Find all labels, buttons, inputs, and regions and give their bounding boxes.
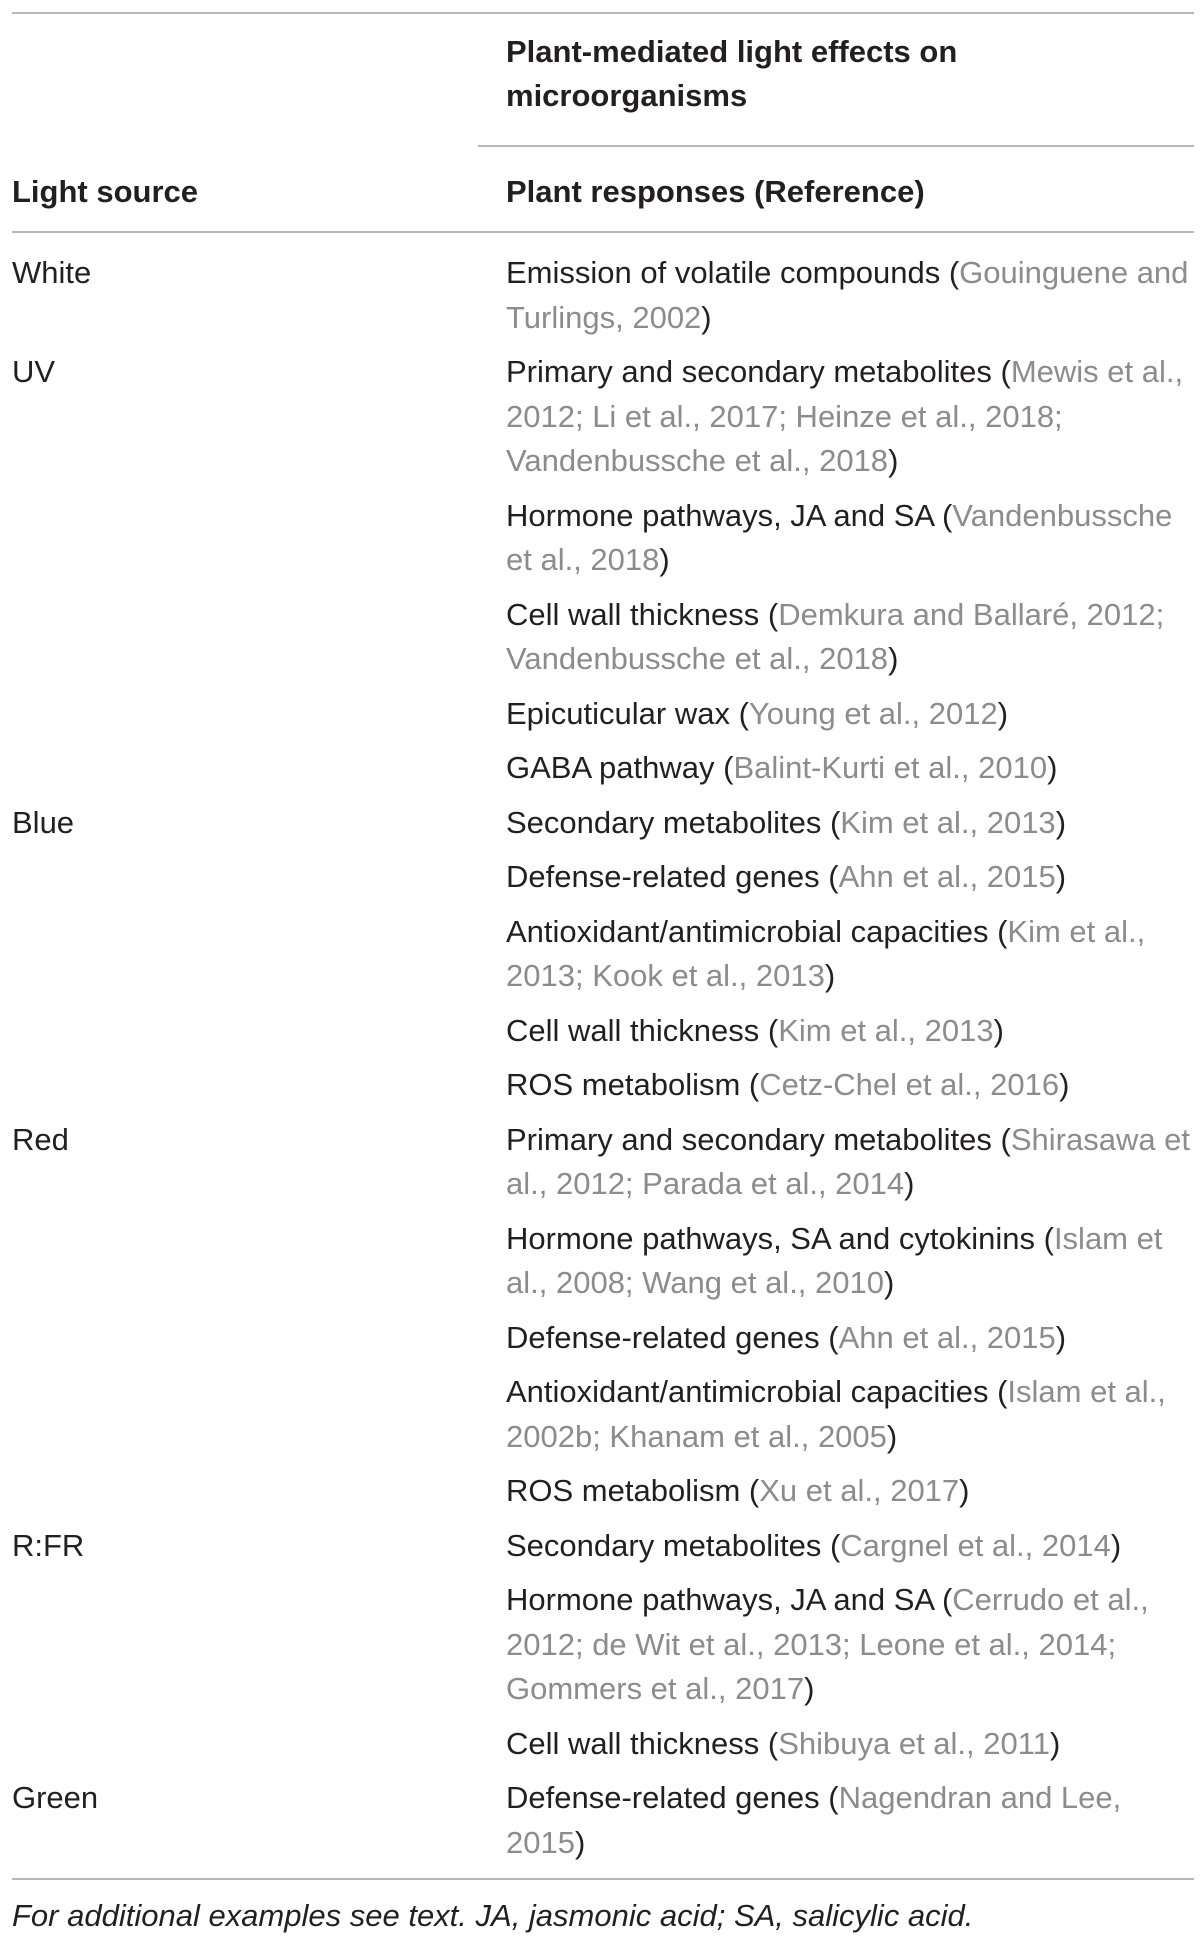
- response-close-paren: ): [904, 1166, 915, 1201]
- reference-link[interactable]: Mewis et al., 2012; Li et al., 2017; Heinze et al., 2018; Vandenbussche et al., 2018: [506, 354, 1184, 478]
- reference-link[interactable]: Balint-Kurti et al., 2010: [733, 750, 1048, 785]
- reference-link[interactable]: Kim et al., 2013: [840, 804, 1056, 840]
- plant-responses-cell: [506, 251, 1196, 340]
- plant-response: [506, 1370, 1196, 1459]
- reference-link[interactable]: Shibuya et al., 2011: [778, 1725, 1050, 1761]
- reference-link[interactable]: Kim et al., 2013; Kook et al., 2013: [506, 913, 1146, 993]
- response-text: Secondary metabolites (: [506, 804, 841, 840]
- plant-response: [506, 494, 1196, 583]
- plant-response: [506, 1009, 1196, 1054]
- response-text: Emission of volatile compounds (: [506, 255, 960, 290]
- response-close-paren: ): [824, 958, 836, 993]
- response-text: Primary and secondary metabolites (: [506, 354, 1011, 389]
- light-source-cell: White: [12, 255, 92, 290]
- column-header-plant-responses: Plant responses (Reference): [506, 174, 925, 209]
- plant-response: [506, 1524, 1196, 1569]
- plant-response: [506, 801, 1196, 846]
- response-text: Cell wall thickness (: [506, 1012, 779, 1048]
- response-close-paren: ): [884, 1265, 895, 1300]
- plant-response: [506, 350, 1196, 484]
- reference-link[interactable]: Xu et al., 2017: [759, 1473, 960, 1508]
- response-text: Hormone pathways, JA and SA (: [506, 497, 953, 533]
- plant-response: [506, 692, 1196, 737]
- header-rule: [12, 231, 1194, 233]
- response-text: Secondary metabolites (: [506, 1527, 841, 1563]
- plant-response: [506, 1469, 1196, 1514]
- response-close-paren: ): [888, 641, 899, 676]
- response-close-paren: ): [804, 1671, 815, 1706]
- response-text: Cell wall thickness (: [506, 1725, 779, 1761]
- reference-link[interactable]: Gouinguene and Turlings, 2002: [506, 255, 1189, 335]
- response-close-paren: ): [1047, 750, 1058, 785]
- plant-response: [506, 910, 1196, 999]
- response-text: GABA pathway (: [506, 750, 734, 785]
- plant-response: [506, 1776, 1196, 1865]
- reference-link[interactable]: Young et al., 2012: [748, 695, 998, 731]
- reference-link[interactable]: Ahn et al., 2015: [838, 859, 1056, 894]
- table-footnote: For additional examples see text. JA, jasmonic acid; SA, salicylic acid.: [12, 1898, 974, 1933]
- reference-link[interactable]: Cerrudo et al., 2012; de Wit et al., 2013; Leone et al., 2014; Gommers et al., 2017: [506, 1582, 1149, 1706]
- response-text: Primary and secondary metabolites (: [506, 1121, 1011, 1157]
- response-text: Hormone pathways, SA and cytokinins (: [506, 1220, 1054, 1256]
- reference-link[interactable]: Islam et al., 2008; Wang et al., 2010: [506, 1220, 1163, 1300]
- column-header-light-source: Light source: [12, 174, 199, 209]
- response-close-paren: ): [1110, 1527, 1122, 1563]
- response-text: Defense-related genes (: [506, 1319, 839, 1355]
- reference-link[interactable]: Nagendran and Lee, 2015: [506, 1780, 1122, 1860]
- table-row-group: [0, 1776, 1200, 1865]
- plant-responses-cell: [506, 1524, 1196, 1767]
- group-header-rule: [478, 145, 1194, 147]
- plant-response: [506, 1217, 1196, 1306]
- response-close-paren: ): [1055, 859, 1067, 894]
- response-text: Hormone pathways, JA and SA (: [506, 1582, 953, 1617]
- response-text: Epicuticular wax (: [506, 695, 749, 731]
- bottom-rule: [12, 1878, 1194, 1880]
- top-rule: [12, 12, 1194, 14]
- response-close-paren: ): [886, 1418, 898, 1454]
- response-text: Defense-related genes (: [506, 859, 839, 894]
- plant-responses-cell: [506, 1118, 1196, 1514]
- table-body: [0, 251, 1200, 1875]
- light-source-cell: Red: [12, 1121, 69, 1157]
- response-text: Antioxidant/antimicrobial capacities (: [506, 1374, 1008, 1409]
- plant-response: [506, 746, 1196, 791]
- plant-responses-cell: [506, 1776, 1196, 1865]
- response-close-paren: ): [993, 1012, 1004, 1048]
- response-close-paren: ): [1055, 1319, 1067, 1355]
- response-text: Antioxidant/antimicrobial capacities (: [506, 913, 1008, 949]
- table-row-group: [0, 1118, 1200, 1514]
- plant-response: [506, 1722, 1196, 1767]
- response-text: ROS metabolism (: [506, 1067, 760, 1102]
- response-close-paren: ): [1049, 1725, 1061, 1761]
- response-close-paren: ): [701, 299, 712, 335]
- light-source-cell: UV: [12, 354, 56, 389]
- response-close-paren: ): [959, 1473, 970, 1508]
- response-text: Defense-related genes (: [506, 1780, 839, 1815]
- table-row-group: [0, 801, 1200, 1108]
- plant-response: [506, 1578, 1196, 1712]
- table-row-group: [0, 251, 1200, 340]
- light-source-cell: Blue: [12, 804, 75, 840]
- reference-link[interactable]: Shirasawa et al., 2012; Parada et al., 2014: [506, 1121, 1191, 1201]
- plant-response: [506, 593, 1196, 682]
- reference-link[interactable]: Cetz-Chel et al., 2016: [759, 1067, 1060, 1102]
- plant-response: [506, 1118, 1196, 1207]
- reference-link[interactable]: Cargnel et al., 2014: [840, 1527, 1111, 1563]
- response-close-paren: ): [1059, 1067, 1070, 1102]
- plant-responses-cell: [506, 801, 1196, 1108]
- response-close-paren: ): [574, 1824, 586, 1860]
- response-close-paren: ): [997, 695, 1009, 731]
- reference-link[interactable]: Demkura and Ballaré, 2012; Vandenbussche et al., 2018: [506, 596, 1165, 676]
- reference-link[interactable]: Vandenbussche et al., 2018: [506, 497, 1173, 577]
- table-row-group: [0, 1524, 1200, 1767]
- light-source-cell: R:FR: [12, 1527, 85, 1563]
- reference-link[interactable]: Kim et al., 2013: [778, 1012, 994, 1048]
- reference-link[interactable]: Ahn et al., 2015: [838, 1319, 1056, 1355]
- response-close-paren: ): [659, 542, 670, 577]
- plant-response: [506, 1316, 1196, 1361]
- light-source-cell: Green: [12, 1780, 99, 1815]
- response-close-paren: ): [1055, 804, 1067, 840]
- plant-response: [506, 251, 1196, 340]
- plant-response: [506, 855, 1196, 900]
- plant-responses-cell: [506, 350, 1196, 791]
- response-text: ROS metabolism (: [506, 1473, 760, 1508]
- response-close-paren: ): [888, 443, 899, 478]
- response-text: Cell wall thickness (: [506, 596, 779, 632]
- table-row-group: [0, 350, 1200, 791]
- plant-response: [506, 1063, 1196, 1108]
- group-header: Plant-mediated light effects on microorganisms: [506, 34, 958, 113]
- reference-link[interactable]: Islam et al., 2002b; Khanam et al., 2005: [506, 1374, 1166, 1454]
